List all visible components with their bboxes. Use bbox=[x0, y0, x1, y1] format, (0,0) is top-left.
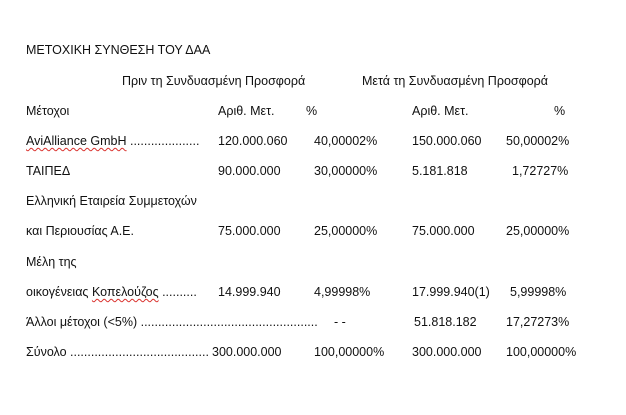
shares-before-cell: 120.000.060 bbox=[218, 134, 288, 148]
table-row-total-label: Σύνολο ........................................ bbox=[26, 345, 209, 359]
table-row-holder-name: Άλλοι μέτοχοι (<5%) ................................................... bbox=[26, 315, 318, 329]
pct-after-cell: 1,72727% bbox=[512, 164, 569, 178]
pct-after-cell: 5,99998% bbox=[510, 285, 567, 299]
shares-before-cell: 14.999.940 bbox=[218, 285, 281, 299]
column-header-pct-after: % bbox=[554, 104, 566, 118]
column-header-shares-after: Αριθ. Μετ. bbox=[412, 104, 469, 118]
shares-after-cell: 300.000.000 bbox=[412, 345, 482, 359]
holder-name-part: οικογένειας bbox=[26, 285, 92, 299]
dot-leader: .......... bbox=[158, 285, 197, 299]
pct-before-cell: 100,00000% bbox=[314, 345, 385, 359]
before-offer-heading: Πριν τη Συνδυασμένη Προσφορά bbox=[122, 74, 306, 88]
column-header-shares-before: Αριθ. Μετ. bbox=[218, 104, 275, 118]
shares-after-cell: 5.181.818 bbox=[412, 164, 468, 178]
pct-after-cell: 25,00000% bbox=[506, 224, 570, 238]
pct-before-cell: 25,00000% bbox=[314, 224, 378, 238]
table-row-holder-name bbox=[26, 133, 199, 149]
shares-before-cell: - - bbox=[334, 315, 346, 329]
pct-after-cell: 17,27273% bbox=[506, 315, 570, 329]
pct-after-cell: 100,00000% bbox=[506, 345, 577, 359]
after-offer-heading: Μετά τη Συνδυασμένη Προσφορά bbox=[362, 74, 549, 88]
column-header-pct-before: % bbox=[306, 104, 318, 118]
column-header-holders: Μέτοχοι bbox=[26, 104, 70, 118]
pct-after-cell: 50,00002% bbox=[506, 134, 570, 148]
shares-after-cell: 150.000.060 bbox=[412, 134, 482, 148]
holder-name-kopelouzos: Κοπελούζος bbox=[91, 285, 159, 299]
shares-before-cell: 300.000.000 bbox=[212, 345, 282, 359]
table-row-holder-name-line1: Μέλη της bbox=[26, 255, 77, 269]
shares-before-cell: 90.000.000 bbox=[218, 164, 281, 178]
table-row-holder-name-line1: Ελληνική Εταιρεία Συμμετοχών bbox=[26, 194, 197, 208]
table-row-holder-name-line2: και Περιουσίας Α.Ε. bbox=[26, 224, 134, 238]
pct-before-cell: 4,99998% bbox=[314, 285, 371, 299]
shares-after-cell: 75.000.000 bbox=[412, 224, 475, 238]
shares-after-cell: 17.999.940(1) bbox=[412, 285, 490, 299]
document-title: ΜΕΤΟΧΙΚΗ ΣΥΝΘΕΣΗ ΤΟΥ ΔΑΑ bbox=[26, 43, 211, 57]
shares-after-cell: 51.818.182 bbox=[414, 315, 477, 329]
table-row-holder-name-line2 bbox=[26, 284, 197, 300]
pct-before-cell: 30,00000% bbox=[314, 164, 378, 178]
pct-before-cell: 40,00002% bbox=[314, 134, 378, 148]
holder-name-aviall: AviAlliance GmbH bbox=[26, 134, 127, 148]
table-row-holder-name: ΤΑΙΠΕΔ bbox=[26, 164, 71, 178]
shares-before-cell: 75.000.000 bbox=[218, 224, 281, 238]
dot-leader: .................... bbox=[126, 134, 200, 148]
